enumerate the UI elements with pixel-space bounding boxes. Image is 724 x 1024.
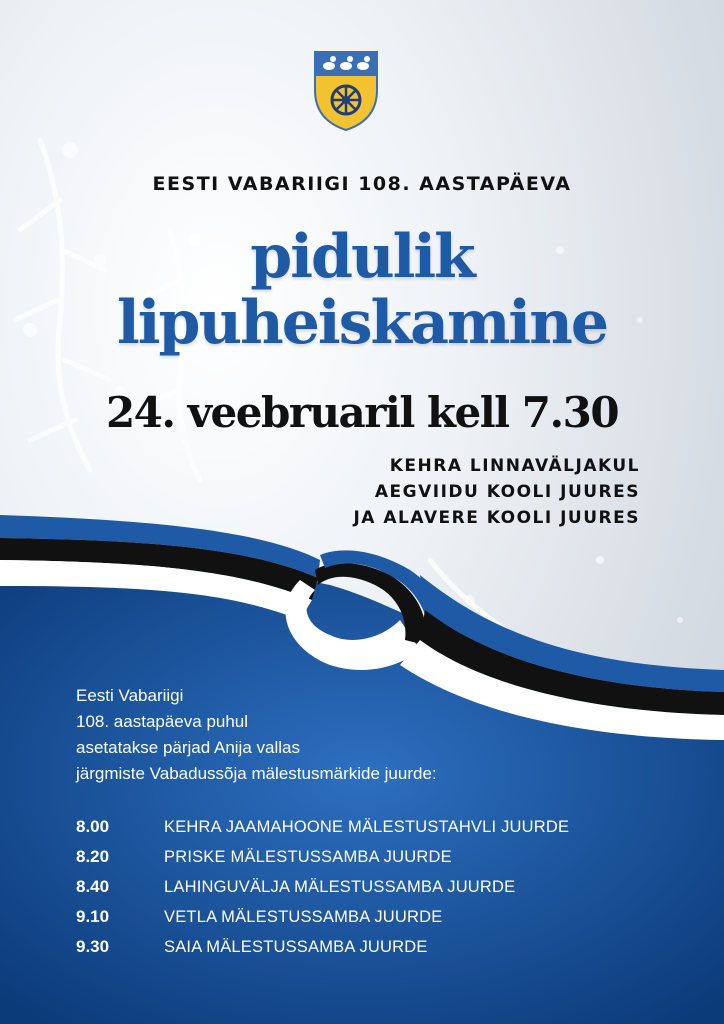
schedule-time: 9.10 (76, 907, 110, 926)
schedule-place: VETLA MÄLESTUSSAMBA JUURDE (164, 907, 443, 926)
anija-coat-of-arms-icon (311, 50, 381, 132)
intro-line: 108. aastapäeva puhul (76, 712, 249, 731)
location-item: KEHRA LINNAVÄLJAKUL (389, 456, 640, 476)
schedule-time: 8.00 (76, 817, 110, 836)
schedule-row (76, 842, 569, 872)
schedule-row (76, 902, 569, 932)
schedule-place: LAHINGUVÄLJA MÄLESTUSSAMBA JUURDE (164, 877, 516, 896)
event-date: 24. veebruaril kell 7.30 (105, 388, 619, 437)
location-item: AEGVIIDU KOOLI JUURES (374, 482, 640, 502)
schedule-place: PRISKE MÄLESTUSSAMBA JUURDE (164, 847, 452, 866)
intro-text (76, 683, 437, 787)
schedule-row (76, 872, 569, 902)
event-subtitle: EESTI VABARIIGI 108. AASTAPÄEVA (152, 173, 572, 195)
schedule-place: SAIA MÄLESTUSSAMBA JUURDE (164, 937, 428, 956)
intro-line: järgmiste Vabadussõja mälestusmärkide juurde: (76, 764, 437, 783)
schedule-time: 8.20 (76, 847, 110, 866)
locations-list (353, 453, 640, 531)
schedule-list (76, 812, 569, 962)
schedule-row (76, 812, 569, 842)
schedule-row (76, 932, 569, 962)
intro-line: Eesti Vabariigi (76, 686, 184, 705)
schedule-time: 9.30 (76, 937, 110, 956)
location-item: JA ALAVERE KOOLI JUURES (353, 508, 640, 528)
schedule-place: KEHRA JAAMAHOONE MÄLESTUSTAHVLI JUURDE (164, 817, 570, 836)
schedule-time: 8.40 (76, 877, 110, 896)
intro-line: asetatakse pärjad Anija vallas (76, 738, 300, 757)
title-line-2: lipuheiskamine (116, 288, 608, 358)
title-line-1: pidulik (250, 222, 474, 292)
